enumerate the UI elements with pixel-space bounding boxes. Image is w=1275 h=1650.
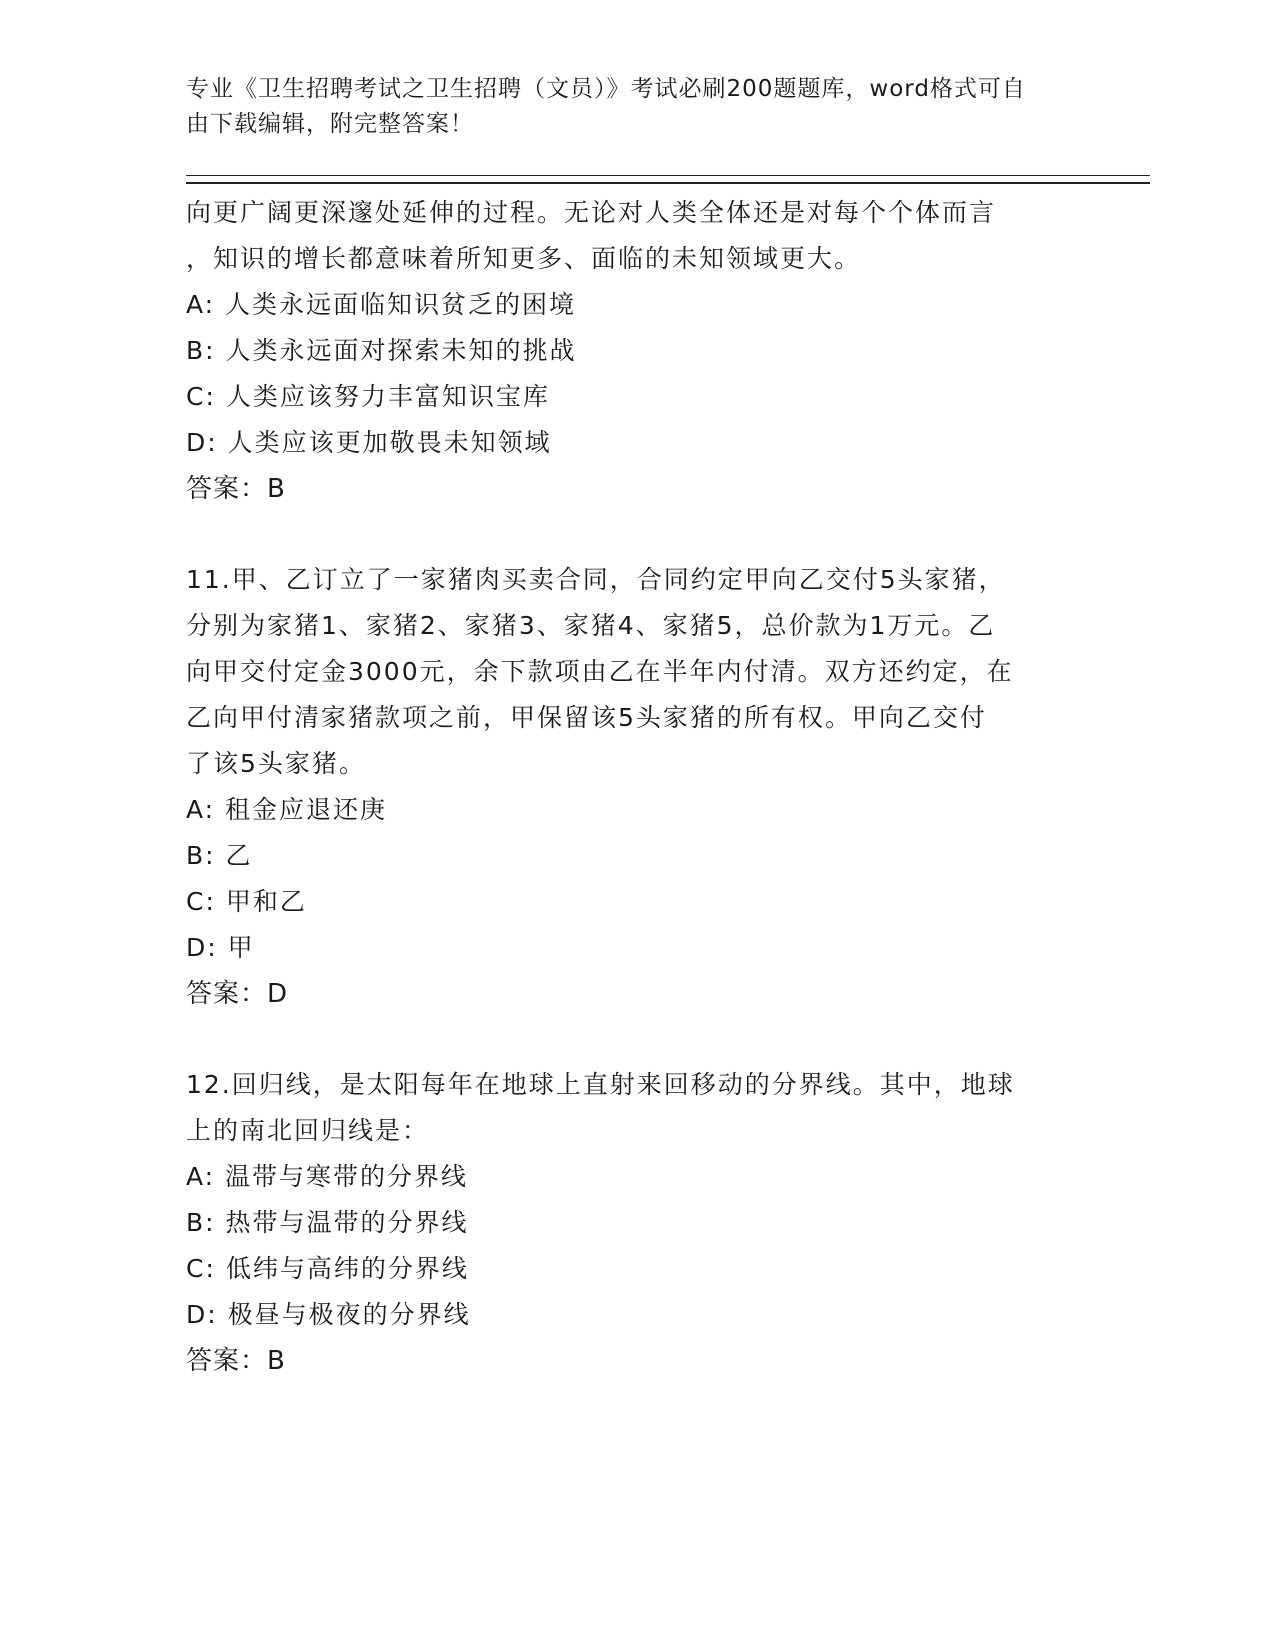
question-text-line: 了该5头家猪。	[186, 749, 366, 778]
option-d: D: 甲	[186, 933, 255, 962]
question-text-line: 12.回归线，是太阳每年在地球上直射来回移动的分界线。其中，地球	[186, 1070, 1015, 1099]
question-text-line: ，知识的增长都意味着所知更多、面临的未知领域更大。	[186, 244, 862, 273]
spacer	[186, 1017, 1086, 1062]
question-10	[186, 190, 1086, 512]
question-text-line: 乙向甲付清家猪款项之前，甲保留该5头家猪的所有权。甲向乙交付	[186, 703, 987, 732]
option-a: A: 温带与寒带的分界线	[186, 1162, 469, 1191]
header-title-line2: 由下载编辑，附完整答案！	[186, 111, 474, 137]
option-b: B: 乙	[186, 841, 253, 870]
option-c: C: 甲和乙	[186, 887, 307, 916]
option-b: B: 热带与温带的分界线	[186, 1208, 469, 1237]
option-c: C: 低纬与高纬的分界线	[186, 1254, 469, 1283]
header-divider	[186, 175, 1150, 184]
page-header	[186, 72, 1086, 142]
answer-label: 答案：D	[186, 979, 289, 1009]
answer-label: 答案：B	[186, 1346, 286, 1376]
header-title-line1: 专业《卫生招聘考试之卫生招聘（文员）》考试必刷200题题库，word格式可自	[186, 76, 1026, 102]
option-d: D: 人类应该更加敬畏未知领域	[186, 428, 552, 457]
question-list	[186, 190, 1086, 1384]
option-b: B: 人类永远面对探索未知的挑战	[186, 336, 577, 365]
option-d: D: 极昼与极夜的分界线	[186, 1300, 471, 1329]
spacer	[186, 512, 1086, 557]
option-c: C: 人类应该努力丰富知识宝库	[186, 382, 550, 411]
option-a: A: 租金应退还庚	[186, 795, 388, 824]
question-11	[186, 557, 1086, 1017]
question-12	[186, 1062, 1086, 1384]
question-text-line: 向甲交付定金3000元，余下款项由乙在半年内付清。双方还约定，在	[186, 657, 1014, 686]
question-text-line: 分别为家猪1、家猪2、家猪3、家猪4、家猪5，总价款为1万元。乙	[186, 611, 996, 640]
answer-label: 答案：B	[186, 474, 286, 504]
question-text-line: 向更广阔更深邃处延伸的过程。无论对人类全体还是对每个个体而言	[186, 198, 997, 227]
option-a: A: 人类永远面临知识贫乏的困境	[186, 290, 577, 319]
question-text-line: 上的南北回归线是：	[186, 1116, 430, 1145]
question-text-line: 11.甲、乙订立了一家猪肉买卖合同，合同约定甲向乙交付5头家猪，	[186, 565, 1006, 594]
